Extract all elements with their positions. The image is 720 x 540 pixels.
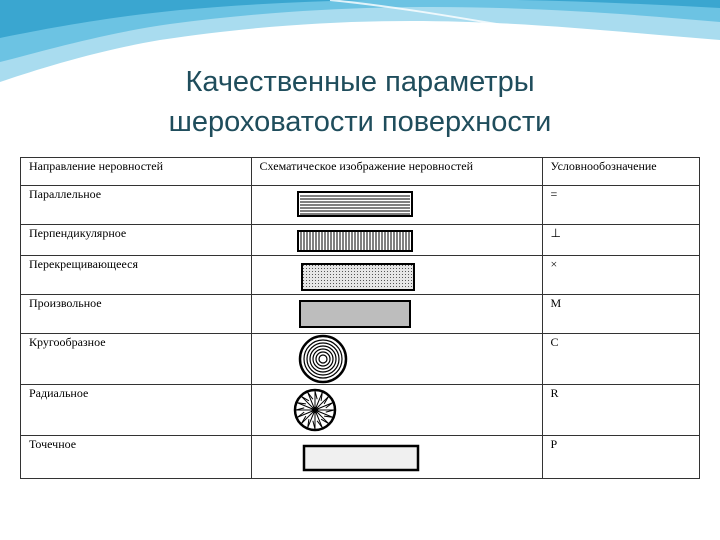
column-header-schematic: Схематическое изображение неровностей bbox=[251, 158, 542, 186]
direction-cell: Кругообразное bbox=[21, 334, 252, 385]
symbol-cell: × bbox=[542, 256, 699, 295]
table-row bbox=[21, 334, 700, 385]
table-row bbox=[21, 256, 700, 295]
symbol-cell: P bbox=[542, 436, 699, 479]
direction-cell: Параллельное bbox=[21, 186, 252, 225]
symbol-cell: R bbox=[542, 385, 699, 436]
symbol-cell: = bbox=[542, 186, 699, 225]
symbol-cell: M bbox=[542, 295, 699, 334]
symbol-cell: C bbox=[542, 334, 699, 385]
direction-cell: Перпендикулярное bbox=[21, 225, 252, 256]
page-title bbox=[0, 62, 720, 142]
title-line-1: Качественные параметры bbox=[185, 66, 535, 98]
direction-cell: Перекрещивающееся bbox=[21, 256, 252, 295]
table-row bbox=[21, 385, 700, 436]
direction-cell: Произвольное bbox=[21, 295, 252, 334]
table-row bbox=[21, 186, 700, 225]
direction-cell: Радиальное bbox=[21, 385, 252, 436]
table-row bbox=[21, 295, 700, 334]
perpendicular-lines-pattern bbox=[251, 225, 542, 256]
symbol-cell: ⊥ bbox=[542, 225, 699, 256]
point-pattern bbox=[251, 436, 542, 479]
table-row bbox=[21, 436, 700, 479]
column-header-symbol: Условнообозначение bbox=[542, 158, 699, 186]
arbitrary-gray-pattern bbox=[251, 295, 542, 334]
parallel-lines-pattern bbox=[251, 186, 542, 225]
direction-cell: Точечное bbox=[21, 436, 252, 479]
roughness-table bbox=[20, 157, 700, 479]
table-header-row bbox=[21, 158, 700, 186]
table-row bbox=[21, 225, 700, 256]
title-line-2: шероховатости поверхности bbox=[168, 106, 552, 138]
radial-star-pattern bbox=[251, 385, 542, 436]
crossing-dotted-pattern bbox=[251, 256, 542, 295]
column-header-direction: Направление неровностей bbox=[21, 158, 252, 186]
concentric-circles-pattern bbox=[251, 334, 542, 385]
